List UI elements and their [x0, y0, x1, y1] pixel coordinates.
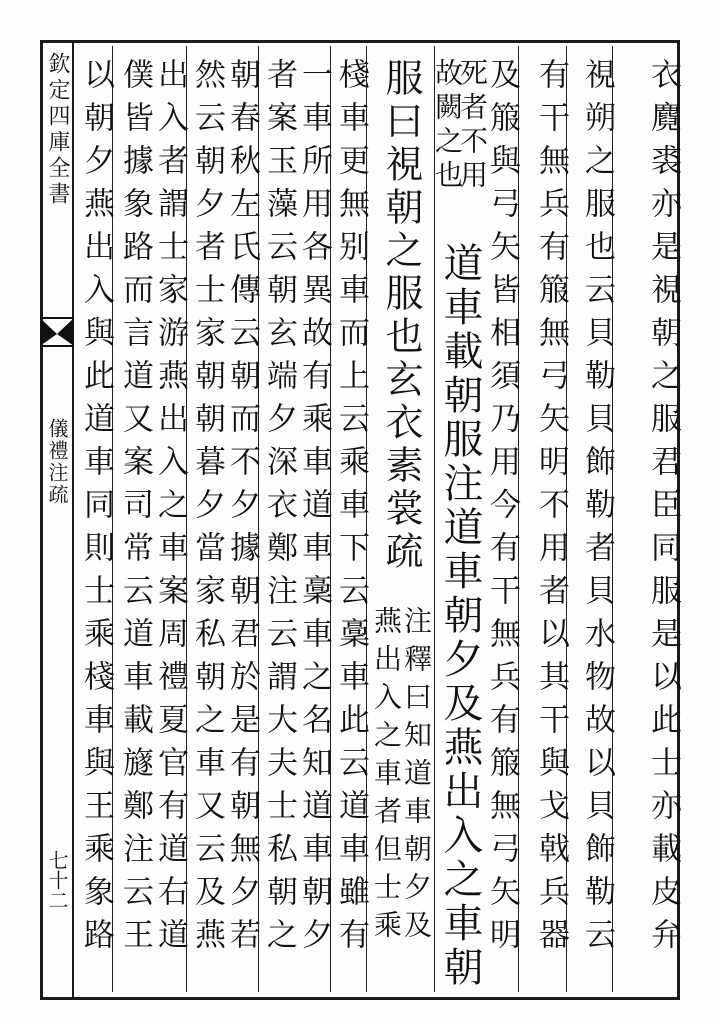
- chapter-title: 儀禮注疏: [45, 418, 69, 506]
- text-column-9: [258, 46, 297, 992]
- column-text: 棧車更無别車而上云乘車下云稾車此云道車雖有: [333, 58, 369, 961]
- note-right: 死者不用: [456, 58, 489, 194]
- column-text: 及箙與弓矢皆相須乃用今有干無兵有箙無弓矢明: [484, 58, 520, 961]
- column-text: 僕皆據象路而言道又案司常云道車載旞鄭注云王: [117, 58, 153, 961]
- book-title: 欽定四庫全書: [45, 52, 70, 208]
- column-text: 者案玉藻云朝玄端夕深衣鄭注云謂大夫士私朝之: [261, 58, 297, 961]
- text-column-3: [518, 46, 569, 992]
- column-text: 出入者謂士家游燕出入之車案周禮夏官有道右道: [152, 58, 188, 961]
- page-number: 七十二: [45, 850, 69, 910]
- column-text: 衣麑裘亦是視朝之服君臣同服是以此士亦載皮弁: [645, 58, 681, 961]
- small-note-pair: [371, 606, 431, 948]
- text-column-6: [366, 46, 434, 992]
- text-column-13: [112, 46, 153, 992]
- main-text: 服曰視朝之服也玄衣素裳疏: [379, 58, 423, 574]
- text-column-4: [484, 46, 518, 992]
- text-column-5: [431, 46, 489, 992]
- text-column-11: [186, 46, 225, 992]
- text-column-14: [76, 46, 112, 992]
- fishtail-mark: [40, 312, 74, 352]
- text-column-10: [222, 46, 258, 992]
- text-column-8: [294, 46, 330, 992]
- column-text: 視朔之服也云貝勒貝飾勒者貝水物故以貝飾勒云: [579, 58, 615, 961]
- text-column-2: [566, 46, 615, 992]
- column-text: 以朝夕燕出入與此道車同則士乘棧車與王乘象路: [78, 58, 114, 961]
- column-text: 有干無兵有箙無弓矢明不用者以其干與戈戟兵器: [533, 58, 569, 961]
- note-left: 燕出入之車者但士乘: [370, 606, 403, 948]
- main-text: 道車載朝服注道車朝夕及燕出入之車朝: [437, 242, 483, 990]
- small-note-pair: [431, 58, 489, 194]
- column-text: 朝春秋左氏傳云朝而不夕據朝君於是有朝無夕若: [224, 58, 260, 961]
- text-column-12: [150, 46, 186, 992]
- column-text: 然云朝夕者士家朝朝暮夕當家私朝之車又云及燕: [189, 58, 225, 961]
- text-column-7: [330, 46, 369, 992]
- note-left: 故闕之也: [431, 58, 464, 194]
- text-column-1: [612, 46, 681, 992]
- note-right: 注釋曰知道車朝夕及: [400, 606, 433, 948]
- column-text: 一車所用各異故有乘車道車稾車之名知道車朝夕: [296, 58, 332, 961]
